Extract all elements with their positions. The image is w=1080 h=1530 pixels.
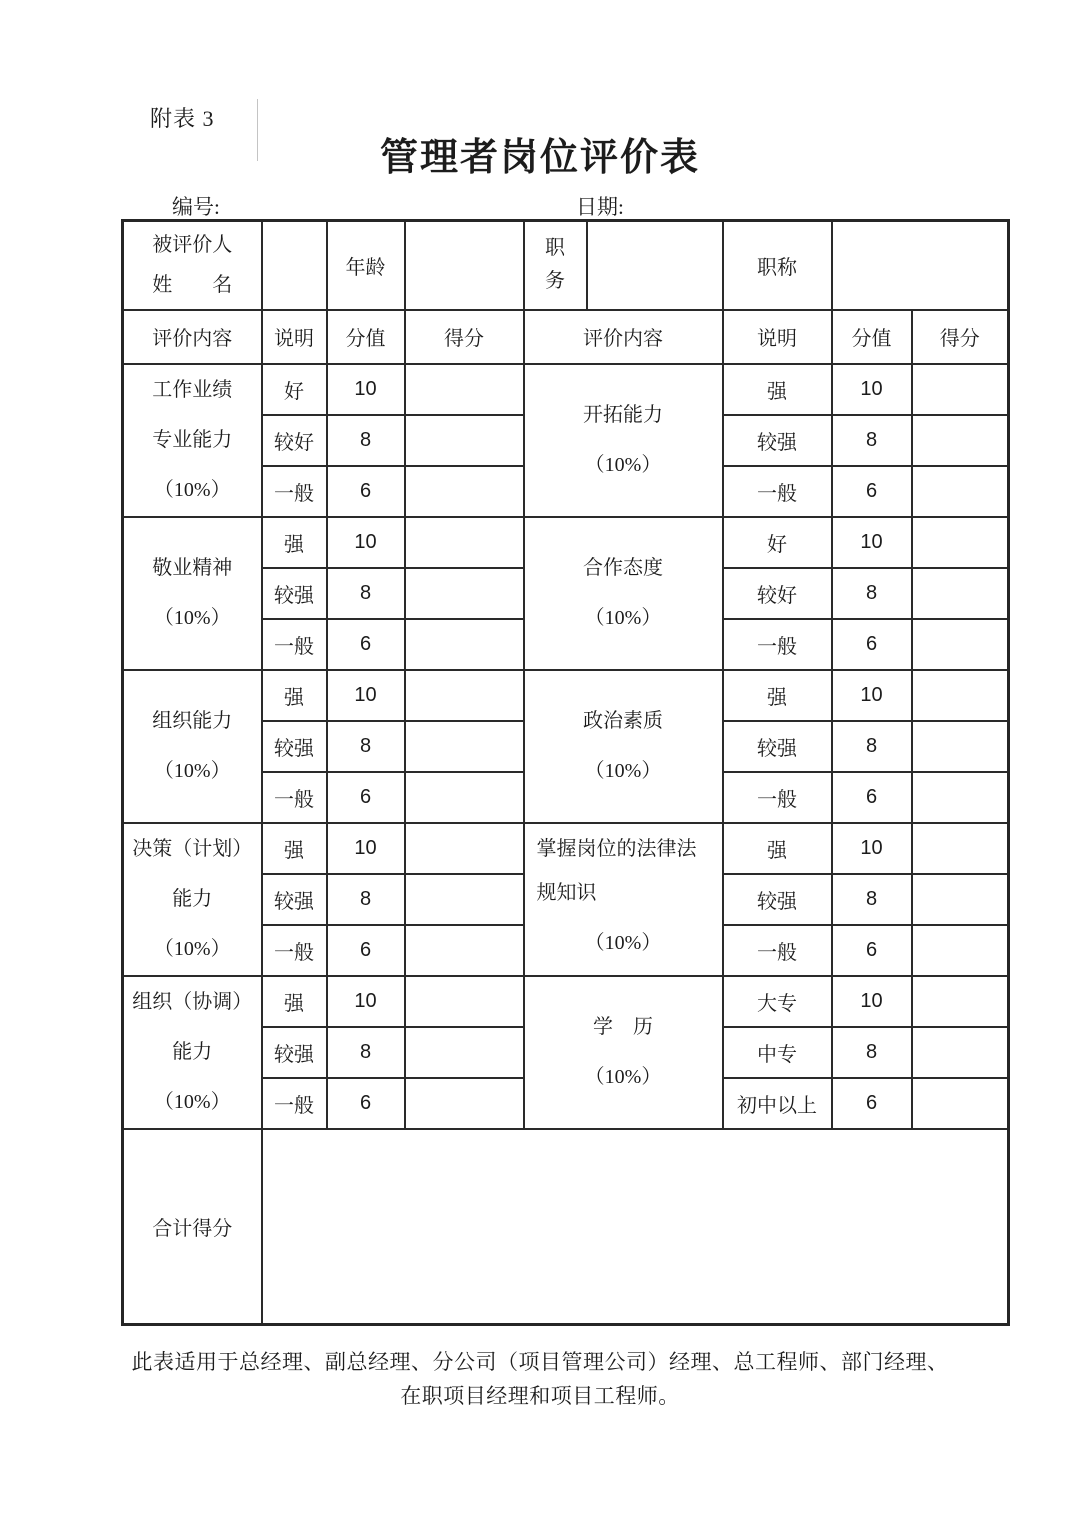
header-points-right: 分值 <box>832 310 912 364</box>
score-cell <box>912 517 1009 568</box>
rating-points: 10 <box>327 976 405 1027</box>
score-cell <box>405 670 524 721</box>
criteria-organization-ability: 组织能力 （10%） <box>123 670 262 823</box>
score-cell <box>405 1078 524 1129</box>
criteria-legal-knowledge: 掌握岗位的法律法 规知识 （10%） <box>524 823 723 976</box>
rating-desc: 一般 <box>723 772 832 823</box>
criteria-pioneering-ability: 开拓能力 （10%） <box>524 364 723 517</box>
footer-note-line2: 在职项目经理和项目工程师。 <box>400 1384 680 1408</box>
rating-desc: 较强 <box>262 1027 327 1078</box>
evaluatee-name-value <box>262 221 327 310</box>
evaluatee-name-label <box>123 221 262 310</box>
rating-desc: 较强 <box>262 721 327 772</box>
page-title: 管理者岗位评价表 <box>379 137 700 179</box>
header-row <box>123 310 1009 364</box>
evaluatee-name-label-line1: 被评价人 <box>152 234 233 257</box>
score-cell <box>405 619 524 670</box>
score-cell <box>405 721 524 772</box>
rating-points: 10 <box>832 976 912 1027</box>
rating-desc: 较强 <box>723 721 832 772</box>
rating-points: 8 <box>832 568 912 619</box>
rating-points: 8 <box>327 874 405 925</box>
rating-points: 6 <box>832 619 912 670</box>
total-score-row <box>123 1129 1009 1325</box>
score-cell <box>912 1027 1009 1078</box>
position-label-line1: 职 <box>545 237 565 260</box>
appendix-label: 附表 3 <box>150 106 215 131</box>
rating-points: 10 <box>832 364 912 415</box>
rating-desc: 较强 <box>723 874 832 925</box>
rating-points: 6 <box>327 466 405 517</box>
rating-points: 8 <box>327 568 405 619</box>
info-row <box>123 221 1009 310</box>
header-criteria-right: 评价内容 <box>524 310 723 364</box>
job-title-value <box>832 221 1009 310</box>
score-cell <box>912 415 1009 466</box>
rating-points: 8 <box>832 721 912 772</box>
rating-points: 10 <box>832 517 912 568</box>
position-label <box>524 221 587 310</box>
table-row <box>123 517 1009 568</box>
score-cell <box>912 568 1009 619</box>
score-cell <box>912 976 1009 1027</box>
score-cell <box>405 466 524 517</box>
rating-desc: 较强 <box>262 568 327 619</box>
rating-points: 6 <box>327 619 405 670</box>
score-cell <box>405 925 524 976</box>
job-title-label: 职称 <box>723 221 832 310</box>
score-cell <box>405 823 524 874</box>
criteria-education: 学 历 （10%） <box>524 976 723 1129</box>
rating-points: 6 <box>832 925 912 976</box>
rating-desc: 大专 <box>723 976 832 1027</box>
rating-desc: 好 <box>723 517 832 568</box>
score-cell <box>912 925 1009 976</box>
age-value <box>405 221 524 310</box>
criteria-coordination-ability: 组织（协调） 能力 （10%） <box>123 976 262 1129</box>
rating-desc: 强 <box>262 670 327 721</box>
rating-desc: 一般 <box>723 619 832 670</box>
table-row <box>123 364 1009 415</box>
rating-desc: 强 <box>723 364 832 415</box>
criteria-cooperation: 合作态度 （10%） <box>524 517 723 670</box>
total-score-label: 合计得分 <box>123 1129 262 1325</box>
rating-desc: 较强 <box>262 874 327 925</box>
rating-points: 6 <box>832 772 912 823</box>
rating-points: 8 <box>832 415 912 466</box>
position-label-line2: 务 <box>545 270 565 293</box>
header-description-right: 说明 <box>723 310 832 364</box>
rating-points: 8 <box>832 874 912 925</box>
table-row <box>123 670 1009 721</box>
rating-desc: 较强 <box>723 415 832 466</box>
rating-desc: 较好 <box>723 568 832 619</box>
rating-points: 10 <box>327 364 405 415</box>
rating-desc: 较好 <box>262 415 327 466</box>
header-score-left: 得分 <box>405 310 524 364</box>
rating-points: 6 <box>327 925 405 976</box>
rating-points: 8 <box>327 415 405 466</box>
rating-desc: 一般 <box>723 466 832 517</box>
rating-points: 10 <box>327 670 405 721</box>
table-row <box>123 823 1009 874</box>
score-cell <box>405 517 524 568</box>
evaluation-table <box>121 219 1010 1326</box>
rating-desc: 初中以上 <box>723 1078 832 1129</box>
score-cell <box>912 721 1009 772</box>
rating-desc: 一般 <box>262 619 327 670</box>
header-description-left: 说明 <box>262 310 327 364</box>
table-row <box>123 976 1009 1027</box>
score-cell <box>912 619 1009 670</box>
rating-desc: 一般 <box>723 925 832 976</box>
header-score-right: 得分 <box>912 310 1009 364</box>
score-cell <box>405 568 524 619</box>
footer-note <box>0 1345 1080 1413</box>
footer-note-line1: 此表适用于总经理、副总经理、分公司（项目管理公司）经理、总工程师、部门经理、 <box>131 1350 949 1374</box>
header-criteria-left: 评价内容 <box>123 310 262 364</box>
score-cell <box>405 1027 524 1078</box>
rating-points: 6 <box>832 466 912 517</box>
score-cell <box>912 670 1009 721</box>
criteria-dedication: 敬业精神 （10%） <box>123 517 262 670</box>
rating-desc: 强 <box>262 976 327 1027</box>
rating-points: 10 <box>832 670 912 721</box>
rating-points: 10 <box>832 823 912 874</box>
score-cell <box>912 364 1009 415</box>
rating-points: 6 <box>327 1078 405 1129</box>
rating-desc: 强 <box>262 517 327 568</box>
score-cell <box>405 772 524 823</box>
criteria-political-quality: 政治素质 （10%） <box>524 670 723 823</box>
age-label: 年龄 <box>327 221 405 310</box>
score-cell <box>405 364 524 415</box>
rating-desc: 好 <box>262 364 327 415</box>
criteria-work-performance: 工作业绩 专业能力 （10%） <box>123 364 262 517</box>
score-cell <box>405 976 524 1027</box>
evaluatee-name-label-line2: 姓 名 <box>152 274 233 297</box>
rating-desc: 强 <box>723 670 832 721</box>
position-value <box>587 221 723 310</box>
rating-points: 10 <box>327 517 405 568</box>
rating-desc: 一般 <box>262 1078 327 1129</box>
rating-desc: 中专 <box>723 1027 832 1078</box>
rating-desc: 强 <box>262 823 327 874</box>
total-score-value <box>262 1129 1009 1325</box>
rating-points: 8 <box>832 1027 912 1078</box>
score-cell <box>912 466 1009 517</box>
score-cell <box>912 823 1009 874</box>
rating-points: 10 <box>327 823 405 874</box>
rating-points: 6 <box>832 1078 912 1129</box>
rating-desc: 一般 <box>262 466 327 517</box>
rating-desc: 强 <box>723 823 832 874</box>
criteria-decision-planning: 决策（计划） 能力 （10%） <box>123 823 262 976</box>
form-number-label: 编号: <box>172 195 220 219</box>
header-points-left: 分值 <box>327 310 405 364</box>
score-cell <box>912 772 1009 823</box>
rating-points: 8 <box>327 721 405 772</box>
rating-points: 6 <box>327 772 405 823</box>
rating-desc: 一般 <box>262 925 327 976</box>
rating-points: 8 <box>327 1027 405 1078</box>
score-cell <box>912 1078 1009 1129</box>
score-cell <box>912 874 1009 925</box>
form-date-label: 日期: <box>576 195 624 219</box>
score-cell <box>405 874 524 925</box>
score-cell <box>405 415 524 466</box>
rating-desc: 一般 <box>262 772 327 823</box>
